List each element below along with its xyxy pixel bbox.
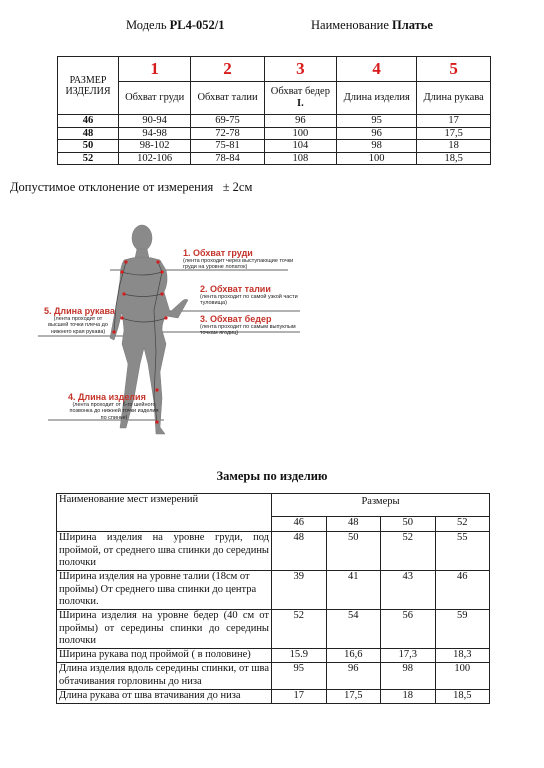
size-cell: 50 (58, 140, 119, 153)
sizes-header: Размеры (272, 494, 490, 517)
model-label-line (126, 18, 225, 33)
product-name-label: Наименование (311, 18, 389, 32)
table-row (58, 127, 491, 140)
table-row (57, 649, 490, 663)
column-number: 4 (337, 57, 417, 82)
value-cell: 108 (264, 152, 336, 165)
value-cell: 95 (337, 115, 417, 128)
size-table (57, 56, 491, 165)
value-cell: 90-94 (119, 115, 191, 128)
value-cell: 17,5 (417, 127, 491, 140)
chest-title: 1. Обхват груди (183, 248, 253, 258)
measure-value: 43 (381, 571, 436, 610)
value-cell: 100 (337, 152, 417, 165)
measure-value: 41 (326, 571, 381, 610)
size-column-header: 48 (326, 517, 381, 532)
measure-value: 18,3 (435, 649, 490, 663)
waist-annotation (200, 284, 298, 307)
value-cell: 102-106 (119, 152, 191, 165)
value-cell: 96 (337, 127, 417, 140)
value-cell: 98 (337, 140, 417, 153)
table-row (58, 115, 491, 128)
hip-desc: (лента проходит по самым выпуклым точкам ягодиц) (200, 324, 296, 337)
measure-value: 46 (435, 571, 490, 610)
measure-name: Ширина изделия на уровне талии (18см от проймы) От среднего шва спинки до центра полочки. (57, 571, 272, 610)
name-header: Наименование мест измерений (57, 494, 272, 532)
hip-annotation (200, 314, 300, 337)
column-number: 5 (417, 57, 491, 82)
chest-desc: (лента проходит через выступающие точки груди на уровне лопаток) (183, 258, 294, 271)
size-cell: 52 (58, 152, 119, 165)
measure-value: 100 (435, 663, 490, 690)
column-number: 1 (119, 57, 191, 82)
chest-annotation (183, 248, 298, 271)
size-column-header: 52 (435, 517, 490, 532)
model-label: Модель (126, 18, 167, 32)
value-cell: 18,5 (417, 152, 491, 165)
measure-value: 39 (272, 571, 327, 610)
length-desc: (лента проходит от 6-го шейного позвонка до нижней точки изделия по спинке) (69, 402, 159, 421)
tolerance-text: Допустимое отклонение от измерения (10, 180, 214, 194)
hip-marker: I. (297, 98, 304, 109)
measure-value: 55 (435, 532, 490, 571)
value-cell: 100 (264, 127, 336, 140)
product-name-line (311, 18, 433, 33)
size-column-header: 46 (272, 517, 327, 532)
measurement-figure (38, 222, 308, 458)
column-number: 2 (191, 57, 264, 82)
value-cell: 98-102 (119, 140, 191, 153)
value-cell: 18 (417, 140, 491, 153)
measure-value: 52 (381, 532, 436, 571)
length-annotation (68, 392, 160, 421)
size-header: РАЗМЕР ИЗДЕЛИЯ (58, 57, 119, 115)
measure-value: 16,6 (326, 649, 381, 663)
measure-value: 48 (272, 532, 327, 571)
table-row (58, 152, 491, 165)
tolerance-note (10, 180, 252, 195)
value-cell: 104 (264, 140, 336, 153)
column-label: Обхват груди (119, 82, 191, 115)
table-row (57, 663, 490, 690)
value-cell: 17 (417, 115, 491, 128)
waist-desc: (лента проходит по самой узкой части туловища) (200, 294, 298, 307)
value-cell: 69-75 (191, 115, 264, 128)
model-value: PL4-052/1 (169, 18, 225, 32)
table-row (57, 571, 490, 610)
product-measures-title: Замеры по изделию (216, 469, 328, 483)
table-row (57, 532, 490, 571)
measure-value: 50 (326, 532, 381, 571)
column-label: Обхват талии (191, 82, 264, 115)
table-row (57, 610, 490, 649)
measure-value: 17,5 (326, 690, 381, 704)
sleeve-desc: (лента проходит от высшей точки плеча до нижнего края рукава) (48, 316, 108, 335)
measure-name: Ширина изделия на уровне груди, под проймой, от среднего шва спинки до середины полочки (57, 532, 272, 571)
value-cell: 96 (264, 115, 336, 128)
value-cell: 78-84 (191, 152, 264, 165)
size-cell: 46 (58, 115, 119, 128)
measure-value: 15.9 (272, 649, 327, 663)
column-label: Обхват бедер (270, 86, 330, 98)
tolerance-value: ± 2см (222, 180, 253, 194)
measure-value: 56 (381, 610, 436, 649)
value-cell: 94-98 (119, 127, 191, 140)
size-column-header: 50 (381, 517, 436, 532)
column-label: Длина изделия (337, 82, 417, 115)
measure-name: Длина изделия вдоль середины спинки, от шва обтачивания горловины до низа (57, 663, 272, 690)
product-name-value: Платье (392, 18, 433, 32)
size-cell: 48 (58, 127, 119, 140)
measure-value: 18 (381, 690, 436, 704)
column-number: 3 (264, 57, 336, 82)
measure-value: 54 (326, 610, 381, 649)
sleeve-title: 5. Длина рукава (44, 306, 115, 316)
measure-value: 95 (272, 663, 327, 690)
length-title: 4. Длина изделия (68, 392, 146, 402)
measure-value: 98 (381, 663, 436, 690)
measure-value: 52 (272, 610, 327, 649)
measure-name: Длина рукава от шва втачивания до низа (57, 690, 272, 704)
hip-title: 3. Обхват бедер (200, 314, 272, 324)
waist-title: 2. Обхват талии (200, 284, 271, 294)
value-cell: 72-78 (191, 127, 264, 140)
measure-value: 59 (435, 610, 490, 649)
measure-name: Ширина рукава под проймой ( в половине) (57, 649, 272, 663)
table-row (58, 140, 491, 153)
column-label-hips (264, 82, 336, 115)
measure-value: 17 (272, 690, 327, 704)
measure-value: 18,5 (435, 690, 490, 704)
measure-value: 96 (326, 663, 381, 690)
product-measures-table (56, 493, 490, 704)
measure-value: 17,3 (381, 649, 436, 663)
table-row (57, 690, 490, 704)
measure-name: Ширина изделия на уровне бедер (40 см от проймы) от середины спинки до середины полочки (57, 610, 272, 649)
value-cell: 75-81 (191, 140, 264, 153)
column-label: Длина рукава (417, 82, 491, 115)
sleeve-annotation (44, 306, 115, 335)
